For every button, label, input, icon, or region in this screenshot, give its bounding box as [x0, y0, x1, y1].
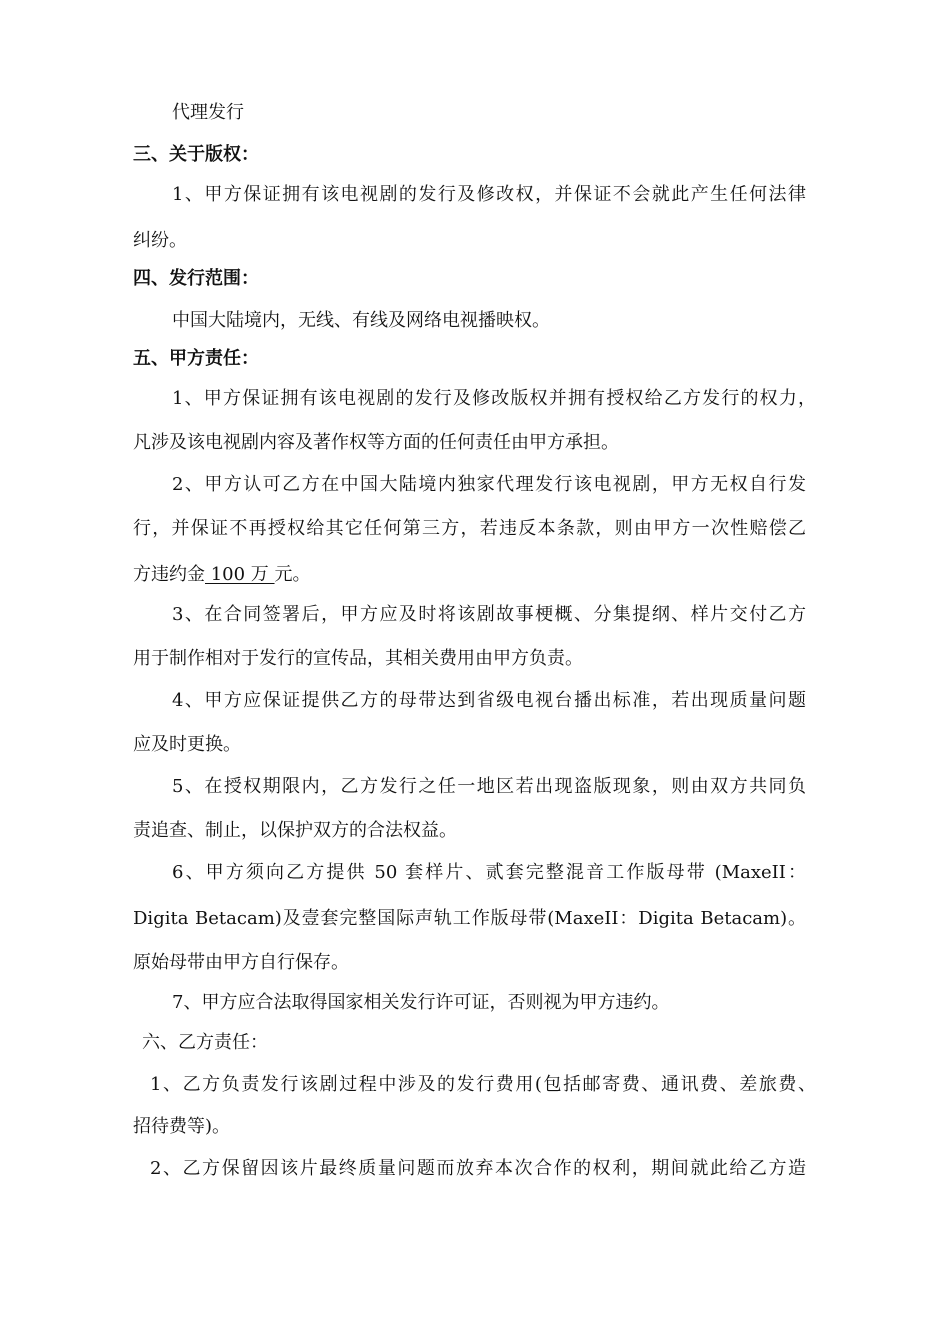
text-line: 原始母带由甲方自行保存。 — [133, 952, 349, 973]
penalty-label: 方违约金 — [133, 564, 205, 585]
text-line: 应及时更换。 — [133, 734, 241, 755]
penalty-amount: 100 万 — [205, 564, 275, 585]
text-line: Digita Betacam)及壹套完整国际声轨工作版母带(MaxeII：Digita Betacam)。 — [133, 908, 806, 929]
text-line: 1、甲方保证拥有该电视剧的发行及修改权，并保证不会就此产生任何法律 — [172, 184, 806, 205]
penalty-unit: 元。 — [274, 564, 311, 585]
text-line: 5、在授权期限内，乙方发行之任一地区若出现盗版现象，则由双方共同负 — [172, 776, 806, 797]
section-heading-party-b: 六、乙方责任： — [142, 1032, 268, 1053]
text-line: 中国大陆境内，无线、有线及网络电视播映权。 — [172, 310, 550, 331]
text-line: 行，并保证不再授权给其它任何第三方，若违反本条款，则由甲方一次性赔偿乙 — [133, 518, 806, 539]
text-line: 6、甲方须向乙方提供 50 套样片、贰套完整混音工作版母带 (MaxeII： — [172, 862, 806, 883]
text-line-penalty — [133, 566, 311, 584]
section-heading-party-a: 五、甲方责任： — [133, 348, 259, 369]
text-line: 2、乙方保留因该片最终质量问题而放弃本次合作的权利，期间就此给乙方造 — [150, 1158, 806, 1179]
text-line: 纠纷。 — [133, 230, 187, 251]
text-line: 7、甲方应合法取得国家相关发行许可证，否则视为甲方违约。 — [172, 992, 670, 1013]
text-line: 4、甲方应保证提供乙方的母带达到省级电视台播出标准，若出现质量问题 — [172, 690, 806, 711]
text-line: 招待费等)。 — [133, 1116, 231, 1137]
text-line: 责追查、制止，以保护双方的合法权益。 — [133, 820, 457, 841]
section-heading-scope: 四、发行范围： — [133, 268, 259, 289]
text-line: 2、甲方认可乙方在中国大陆境内独家代理发行该电视剧，甲方无权自行发 — [172, 474, 806, 495]
section-heading-copyright: 三、关于版权： — [133, 144, 259, 165]
text-line: 用于制作相对于发行的宣传品，其相关费用由甲方负责。 — [133, 648, 583, 669]
text-line: 1、乙方负责发行该剧过程中涉及的发行费用(包括邮寄费、通讯费、差旅费、 — [150, 1074, 816, 1095]
text-line: 凡涉及该电视剧内容及著作权等方面的任何责任由甲方承担。 — [133, 432, 619, 453]
text-line: 3、在合同签署后，甲方应及时将该剧故事梗概、分集提纲、样片交付乙方 — [172, 604, 806, 625]
text-line: 代理发行 — [172, 102, 244, 123]
text-line: 1、甲方保证拥有该电视剧的发行及修改版权并拥有授权给乙方发行的权力， — [172, 388, 816, 409]
